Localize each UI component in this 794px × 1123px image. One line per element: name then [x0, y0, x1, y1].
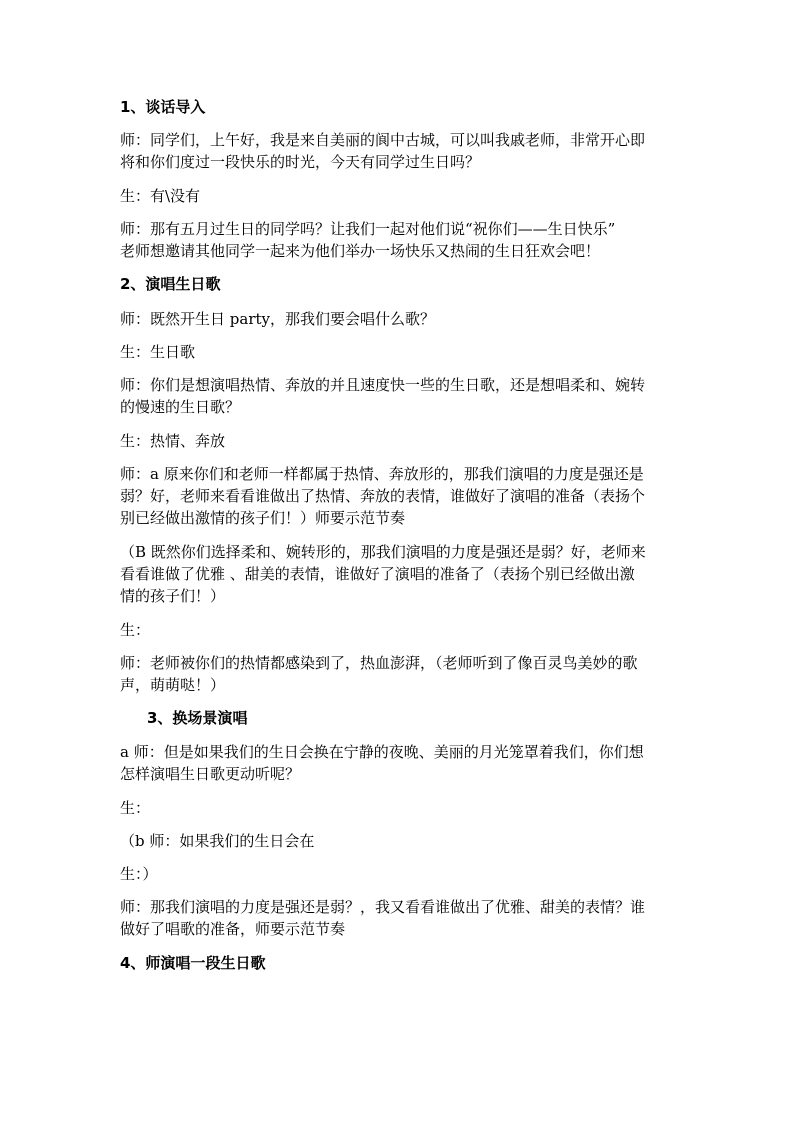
- paragraph: （b 师：如果我们的生日会在: [120, 832, 315, 850]
- paragraph: 生：: [120, 799, 151, 817]
- paragraph: [120, 652, 638, 696]
- paragraph: [120, 129, 645, 173]
- paragraph: 生：有\没有: [120, 187, 201, 205]
- paragraph: 师：既然开生日 party，那我们要会唱什么歌？: [120, 310, 435, 328]
- text-line: 做好了唱歌的准备，师要示范节奏: [120, 920, 346, 938]
- paragraph: 生：: [120, 621, 151, 639]
- paragraph: [120, 541, 646, 607]
- text-line: 的慢速的生日歌？: [120, 398, 241, 416]
- section-4-title: 4、师演唱一段生日歌: [120, 954, 266, 972]
- text-line: 声，萌萌哒！）: [120, 676, 226, 694]
- text-line: 别已经做出激情的孩子们！）师要示范节奏: [120, 509, 406, 527]
- text-line: 师：老师被你们的热情都感染到了，热血澎湃，（老师听到了像百灵鸟美妙的歌: [120, 654, 638, 672]
- text-line: 情的孩子们！）: [120, 587, 226, 605]
- paragraph: 生：）: [120, 865, 158, 883]
- paragraph: [120, 218, 615, 262]
- text-line: a 师：但是如果我们的生日会换在宁静的夜晚、美丽的月光笼罩着我们，你们想: [120, 743, 644, 761]
- text-line: 师：那有五月过生日的同学吗？让我们一起对他们说“祝你们——生日快乐”: [120, 220, 616, 238]
- text-line: 老师想邀请其他同学一起来为他们举办一场快乐又热闹的生日狂欢会吧！: [120, 242, 601, 260]
- text-line: 弱？好，老师来看看谁做出了热情、奔放的表情，谁做好了演唱的准备（表扬个: [120, 487, 646, 505]
- text-line: 师：你们是想演唱热情、奔放的并且速度快一些的生日歌，还是想唱柔和、婉转: [120, 376, 646, 394]
- paragraph: [120, 896, 645, 940]
- section-2-title: 2、演唱生日歌: [120, 275, 221, 293]
- paragraph: [120, 741, 644, 785]
- text-line: 师：a 原来你们和老师一样都属于热情、奔放形的，那我们演唱的力度是强还是: [120, 465, 644, 483]
- text-line: 师：那我们演唱的力度是强还是弱？，我又看看谁做出了优雅、甜美的表情？谁: [120, 898, 646, 916]
- text-line: （B 既然你们选择柔和、婉转形的，那我们演唱的力度是强还是弱？好，老师来: [120, 543, 646, 561]
- paragraph: [120, 374, 645, 418]
- section-3-title: 3、换场景演唱: [147, 709, 248, 727]
- text-line: 怎样演唱生日歌更动听呢？: [120, 765, 301, 783]
- text-line: 将和你们度过一段快乐的时光，今天有同学过生日吗？: [120, 153, 481, 171]
- paragraph: 生：热情、奔放: [120, 432, 226, 450]
- text-line: 看看谁做了优雅 、甜美的表情，谁做好了演唱的准备了（表扬个别已经做出激: [120, 565, 635, 583]
- section-1-title: 1、谈话导入: [120, 98, 206, 116]
- text-line: 师：同学们，上午好，我是来自美丽的阆中古城，可以叫我戚老师，非常开心即: [120, 131, 646, 149]
- paragraph: [120, 463, 645, 529]
- paragraph: 生：生日歌: [120, 343, 196, 361]
